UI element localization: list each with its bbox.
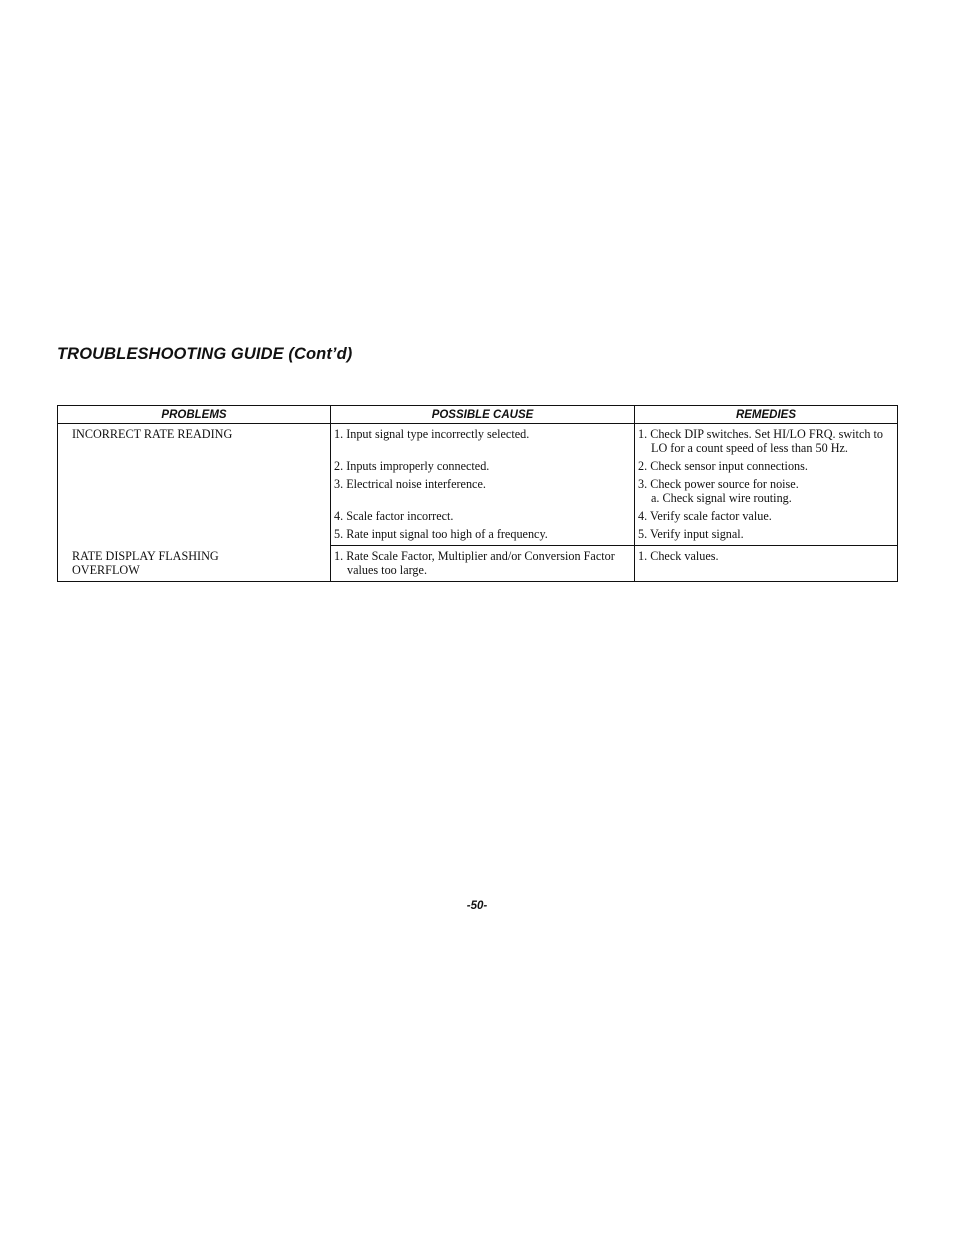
table-row	[58, 424, 898, 460]
remedy-text-continued: a. Check signal wire routing.	[651, 491, 792, 505]
cause-cell	[331, 546, 635, 582]
header-problems: PROBLEMS	[58, 406, 331, 424]
cause-item: 4. Scale factor incorrect.	[334, 509, 454, 523]
cause-item: 2. Inputs improperly connected.	[334, 459, 490, 473]
problem-text: INCORRECT RATE READING	[72, 427, 233, 441]
cause-cell	[331, 509, 635, 527]
cause-item	[331, 549, 634, 577]
remedy-cell	[635, 527, 898, 546]
remedy-cell	[635, 459, 898, 477]
table-header-row	[58, 406, 898, 424]
problem-text-continued: OVERFLOW	[72, 562, 140, 577]
remedy-item	[635, 477, 897, 505]
page-title: TROUBLESHOOTING GUIDE (Cont’d)	[57, 345, 353, 363]
remedy-item	[635, 427, 897, 455]
problem-cell	[58, 546, 331, 582]
remedy-text: 3. Check power source for noise.	[638, 477, 799, 491]
cause-cell	[331, 527, 635, 546]
cause-cell	[331, 424, 635, 460]
problem-cell	[58, 424, 331, 546]
cause-cell	[331, 459, 635, 477]
cause-text: 1. Rate Scale Factor, Multiplier and/or Conversion Factor	[334, 549, 615, 563]
troubleshooting-table	[57, 405, 898, 582]
cause-item: 3. Electrical noise interference.	[334, 477, 486, 491]
header-remedies: REMEDIES	[635, 406, 898, 424]
remedy-text-continued: LO for a count speed of less than 50 Hz.	[651, 441, 848, 455]
cause-text-continued: values too large.	[347, 563, 427, 577]
remedy-cell	[635, 424, 898, 460]
remedy-item: 1. Check values.	[638, 549, 719, 563]
remedy-item: 5. Verify input signal.	[638, 527, 744, 541]
remedy-item: 2. Check sensor input connections.	[638, 459, 808, 473]
table-row	[58, 546, 898, 582]
remedy-cell	[635, 546, 898, 582]
page-number: -50-	[466, 900, 488, 912]
remedy-cell	[635, 509, 898, 527]
remedy-item: 4. Verify scale factor value.	[638, 509, 772, 523]
header-possible-cause: POSSIBLE CAUSE	[331, 406, 635, 424]
cause-cell	[331, 477, 635, 509]
problem-text: RATE DISPLAY FLASHING	[72, 548, 219, 563]
remedy-cell	[635, 477, 898, 509]
remedy-text: 1. Check DIP switches. Set HI/LO FRQ. switch to	[638, 427, 883, 441]
cause-item: 5. Rate input signal too high of a frequency.	[334, 527, 548, 541]
cause-item: 1. Input signal type incorrectly selected.	[334, 427, 530, 441]
